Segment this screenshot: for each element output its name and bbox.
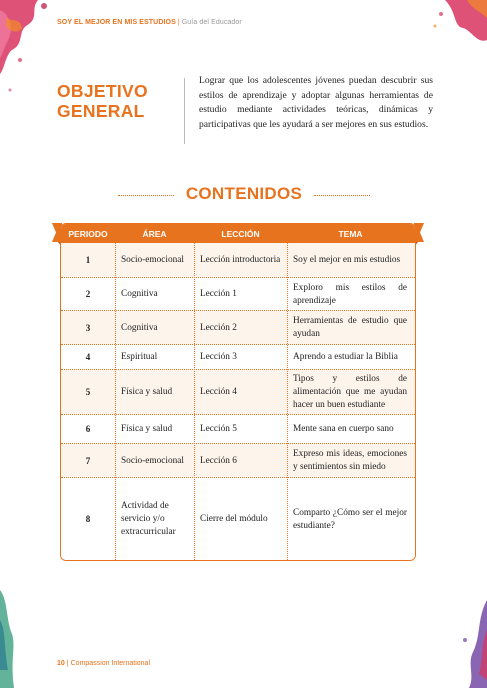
cell-tema: Expreso mis ideas, emociones y sentimientos sin miedo [293,449,407,472]
cell-tema: Tipos y estilos de alimentación que me ayudan hacer un buen estudiante [293,374,407,410]
cell-periodo: 1 [85,254,91,265]
cell-periodo: 6 [85,424,91,434]
footer-organization: Compassion International [70,660,151,667]
cell-area: Actividad de servicio y/o extracurricular [121,501,176,537]
col-header-periodo: PERIODO [68,229,108,239]
cell-periodo: 8 [85,514,91,524]
contents-heading: CONTENIDOS [185,184,303,203]
header-title: SOY EL MEJOR EN MIS ESTUDIOS [57,19,176,26]
cell-area: Socio-emocional [121,455,184,466]
page-number: 10 [57,660,65,667]
contents-heading-block [118,182,370,208]
cell-area: Cognitiva [121,289,158,299]
cell-area: Socio-emocional [121,254,184,265]
cell-leccion: Cierre del módulo [200,514,268,524]
cell-leccion: Lección introductoria [200,254,281,265]
paint-splash-top-left [0,0,60,110]
cell-leccion: Lección 1 [200,289,237,299]
cell-area: Física y salud [121,424,173,434]
objective-heading: OBJETIVO GENERAL [57,81,148,121]
paint-splash-bottom-left [0,590,30,688]
col-header-leccion: LECCIÓN [221,229,260,239]
col-header-tema: TEMA [338,229,363,239]
header-subtitle: Guía del Educador [181,19,242,26]
cell-leccion: Lección 5 [200,424,237,434]
cell-tema: Herramientas de estudio que ayudan [293,316,407,339]
header-separator: | [177,19,180,26]
footer-separator: | [66,660,69,667]
cell-tema: Mente sana en cuerpo sano [293,424,394,434]
page-footer [57,660,150,667]
cell-tema: Comparto ¿Cómo ser el mejor estudiante? [293,507,407,531]
cell-periodo: 3 [85,322,91,333]
objective-text: Lograr que los adolescentes jóvenes puedan descubrir sus estilos de aprendizaje y adoptar algunas herramientas de estudio mediante actividades teóricas, dinámicas y participativas que les ayudará a ser mejores en sus estudios. [199,75,433,130]
table-header-row [61,224,415,243]
cell-periodo: 2 [85,289,91,299]
cell-area: Espiritual [121,352,158,362]
cell-leccion: Lección 3 [200,352,237,362]
cell-tema: Exploro mis estilos de aprendizaje [293,282,407,306]
col-divider [115,243,116,560]
paint-splash-bottom-right [447,600,487,688]
paint-splash-top-right [427,0,487,60]
col-header-area: ÁREA [142,229,167,239]
contents-table [60,223,416,561]
cell-area: Cognitiva [121,322,158,333]
objective-divider [184,78,185,144]
cell-tema: Aprendo a estudiar la Biblia [293,352,398,362]
col-divider [287,243,288,560]
cell-leccion: Lección 2 [200,322,237,333]
cell-periodo: 4 [85,352,91,362]
cell-leccion: Lección 4 [200,387,237,397]
cell-area: Física y salud [121,387,173,397]
cell-periodo: 7 [85,455,91,466]
col-divider [194,243,195,560]
cell-periodo: 5 [85,387,91,397]
running-header [57,19,242,26]
cell-leccion: Lección 6 [200,455,237,466]
cell-tema: Soy el mejor en mis estudios [293,254,401,265]
